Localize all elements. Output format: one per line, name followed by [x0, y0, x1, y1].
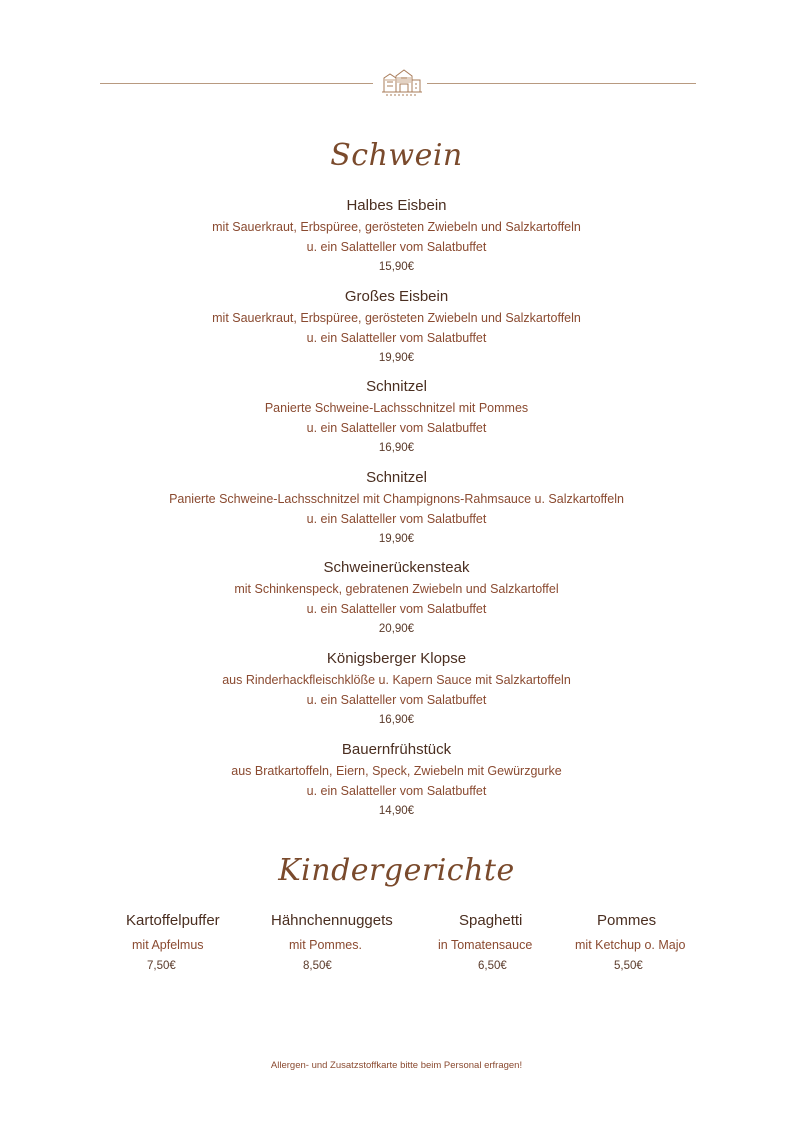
divider-left	[100, 83, 373, 84]
dish-price: 20,90€	[378, 623, 415, 636]
dish-price: 16,90€	[378, 442, 415, 455]
dish-name: Schnitzel	[366, 378, 427, 396]
menu-item	[0, 557, 793, 648]
dish-side: u. ein Salatteller vom Salatbuffet	[306, 421, 487, 436]
menu-list-kinder	[0, 910, 793, 980]
kids-dish-price: 7,50€	[147, 960, 176, 972]
dish-description: aus Rinderhackfleischklöße u. Kapern Sauce mit Salzkartoffeln	[222, 672, 571, 687]
dish-description: mit Schinkenspeck, gebratenen Zwiebeln und Salzkartoffel	[234, 582, 559, 597]
menu-item	[0, 376, 793, 467]
dish-description: mit Sauerkraut, Erbspüree, gerösteten Zwiebeln und Salzkartoffeln	[212, 220, 581, 234]
kids-dish-description: mit Ketchup o. Majo	[575, 938, 686, 952]
kids-dish-name: Spaghetti	[459, 912, 523, 929]
menu-item	[0, 286, 793, 377]
kids-dish-description: mit Apfelmus	[132, 938, 204, 952]
kids-dish-price: 5,50€	[614, 960, 643, 972]
dish-side: u. ein Salatteller vom Salatbuffet	[306, 511, 487, 526]
menu-item	[0, 467, 793, 558]
dish-name: Halbes Eisbein	[346, 197, 447, 214]
dish-description: mit Sauerkraut, Erbspüree, gerösteten Zwiebeln und Salzkartoffeln	[212, 310, 581, 325]
kids-dish-description: in Tomatensauce	[438, 938, 533, 952]
menu-item	[0, 739, 793, 830]
dish-name: Schnitzel	[366, 468, 427, 486]
dish-name: Bauernfrühstück	[341, 740, 452, 758]
dish-side: u. ein Salatteller vom Salatbuffet	[306, 692, 487, 707]
allergen-note: Allergen- und Zusatzstoffkarte bitte beim Personal erfragen!	[270, 1060, 523, 1071]
dish-side: u. ein Salatteller vom Salatbuffet	[306, 240, 487, 254]
kids-dish-price: 6,50€	[478, 960, 507, 972]
building-logo-icon	[380, 66, 424, 98]
section-title-kinder: Kindergerichte	[278, 853, 515, 888]
kids-dish-price: 8,50€	[303, 960, 332, 972]
dish-side: u. ein Salatteller vom Salatbuffet	[306, 783, 487, 798]
dish-description: aus Bratkartoffeln, Eiern, Speck, Zwiebeln mit Gewürzgurke	[231, 763, 562, 778]
menu-item	[0, 648, 793, 739]
dish-price: 14,90€	[378, 804, 415, 817]
dish-name: Großes Eisbein	[344, 287, 449, 305]
divider-right	[427, 83, 696, 84]
dish-side: u. ein Salatteller vom Salatbuffet	[306, 602, 487, 617]
dish-price: 19,90€	[378, 532, 415, 545]
dish-price: 15,90€	[378, 261, 415, 273]
kids-dish-name: Hähnchennuggets	[271, 912, 393, 929]
dish-description: Panierte Schweine-Lachsschnitzel mit Pommes	[264, 401, 529, 416]
dish-side: u. ein Salatteller vom Salatbuffet	[306, 330, 487, 345]
dish-price: 19,90€	[378, 351, 415, 364]
menu-list-schwein	[0, 195, 793, 829]
kids-dish-name: Pommes	[597, 912, 657, 929]
kids-dish-description: mit Pommes.	[289, 938, 362, 952]
dish-description: Panierte Schweine-Lachsschnitzel mit Champignons-Rahmsauce u. Salzkartoffeln	[169, 491, 624, 506]
dish-price: 16,90€	[378, 713, 415, 726]
menu-item	[0, 195, 793, 286]
dish-name: Königsberger Klopse	[326, 649, 467, 667]
dish-name: Schweinerückensteak	[323, 559, 470, 577]
kids-dish-name: Kartoffelpuffer	[126, 912, 220, 929]
section-title-schwein: Schwein	[330, 138, 463, 173]
header-rule	[100, 66, 696, 98]
